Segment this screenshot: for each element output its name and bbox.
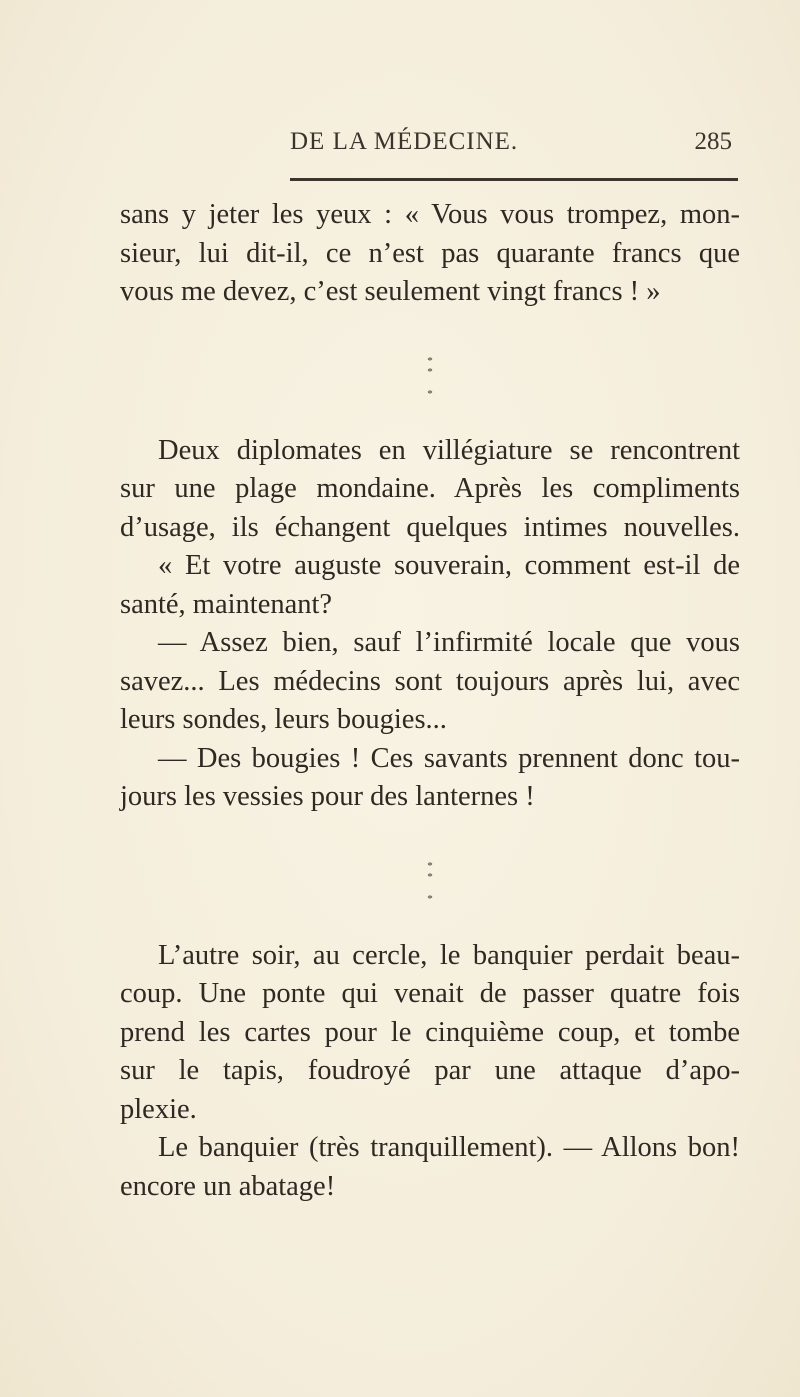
- text-line: jours les vessies pour des lanternes !: [120, 781, 535, 812]
- header-rule: [290, 178, 738, 181]
- text-line: vous me devez, c’est seulement vingt francs ! »: [120, 276, 661, 307]
- text-line: sans y jeter les yeux : « Vous vous trompez, mon-: [120, 199, 740, 230]
- text-line: santé, maintenant?: [120, 588, 333, 620]
- anecdote-diplomats: [120, 432, 740, 817]
- text-line: « Et votre auguste souverain, comment est-il de: [158, 550, 740, 581]
- asterism-icon: * * *: [427, 859, 433, 905]
- text-line: coup. Une ponte qui venait de passer quatre fois: [120, 978, 740, 1009]
- text-line: Le banquier (très tranquillement). — Allons bon!: [158, 1132, 740, 1163]
- text-line: L’autre soir, au cercle, le banquier perdait beau-: [158, 939, 740, 971]
- text-line: prend les cartes pour le cinquième coup, et tombe: [120, 1016, 740, 1048]
- section-separator: [120, 312, 740, 432]
- text-line: d’usage, ils échangent quelques intimes nouvelles.: [120, 511, 740, 543]
- page-number: 285: [694, 128, 732, 155]
- text-line: sur le tapis, foudroyé par une attaque d’apo-: [120, 1055, 740, 1086]
- anecdote-banker: [120, 937, 740, 1207]
- body-text: [120, 196, 740, 1206]
- text-line: — Des bougies ! Ces savants prennent donc tou-: [158, 742, 740, 774]
- text-line: — Assez bien, sauf l’infirmité locale que vous: [158, 627, 740, 658]
- text-line: encore un abatage!: [120, 1170, 336, 1202]
- text-line: savez... Les médecins sont toujours après lui, avec: [120, 665, 740, 697]
- text-line: sur une plage mondaine. Après les compliments: [120, 473, 740, 504]
- running-title: DE LA MÉDECINE.: [290, 128, 519, 155]
- page-header: [290, 128, 740, 160]
- section-separator: [120, 817, 740, 937]
- asterism-icon: * * *: [427, 354, 433, 400]
- text-line: leurs sondes, leurs bougies...: [120, 704, 447, 735]
- text-line: Deux diplomates en villégiature se rencontrent: [158, 434, 740, 466]
- text-line: sieur, lui dit-il, ce n’est pas quarante francs que: [120, 237, 740, 269]
- paragraph-continuation: [120, 196, 740, 312]
- text-line: plexie.: [120, 1093, 197, 1125]
